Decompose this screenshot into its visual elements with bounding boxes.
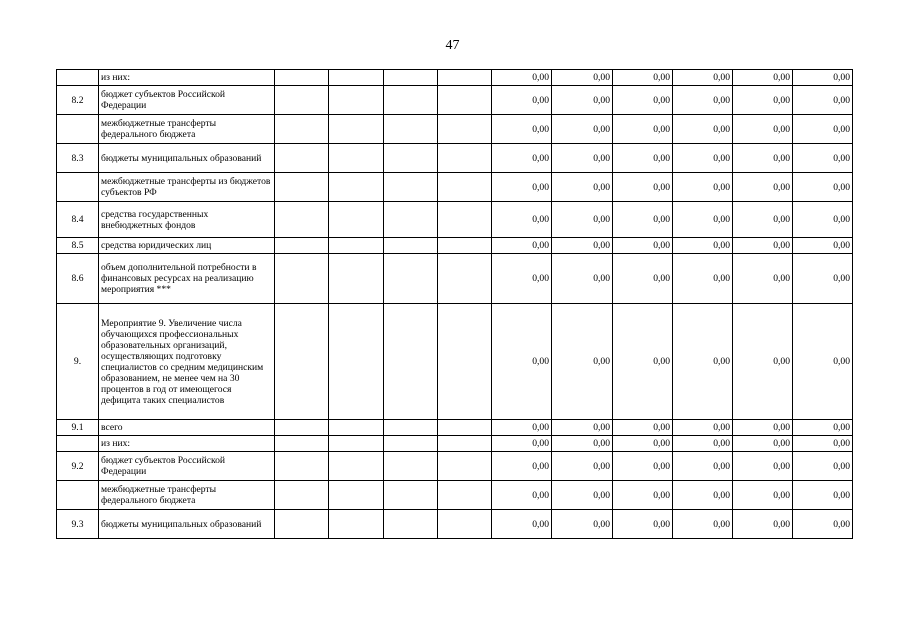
empty-cell xyxy=(438,202,492,238)
table-row xyxy=(57,173,853,202)
table-row xyxy=(57,202,853,238)
table-row xyxy=(57,238,853,254)
value-cell: 0,00 xyxy=(552,481,613,510)
row-description: бюджеты муниципальных образований xyxy=(99,144,275,173)
value-cell: 0,00 xyxy=(552,420,613,436)
value-cell: 0,00 xyxy=(733,452,793,481)
empty-cell xyxy=(438,115,492,144)
empty-cell xyxy=(438,510,492,539)
value-cell: 0,00 xyxy=(793,144,853,173)
value-cell: 0,00 xyxy=(613,202,673,238)
value-cell: 0,00 xyxy=(793,420,853,436)
empty-cell xyxy=(329,144,384,173)
value-cell: 0,00 xyxy=(793,86,853,115)
value-cell: 0,00 xyxy=(492,86,552,115)
value-cell: 0,00 xyxy=(793,510,853,539)
value-cell: 0,00 xyxy=(552,202,613,238)
value-cell: 0,00 xyxy=(673,144,733,173)
value-cell: 0,00 xyxy=(673,86,733,115)
value-cell: 0,00 xyxy=(492,70,552,86)
value-cell: 0,00 xyxy=(613,254,673,304)
row-number: 8.2 xyxy=(57,86,99,115)
empty-cell xyxy=(329,70,384,86)
table-row xyxy=(57,452,853,481)
table-row xyxy=(57,115,853,144)
row-number: 9.1 xyxy=(57,420,99,436)
value-cell: 0,00 xyxy=(492,420,552,436)
value-cell: 0,00 xyxy=(492,304,552,420)
empty-cell xyxy=(329,510,384,539)
empty-cell xyxy=(329,452,384,481)
value-cell: 0,00 xyxy=(673,115,733,144)
value-cell: 0,00 xyxy=(613,436,673,452)
value-cell: 0,00 xyxy=(552,115,613,144)
empty-cell xyxy=(275,420,329,436)
row-description: бюджеты муниципальных образований xyxy=(99,510,275,539)
empty-cell xyxy=(438,452,492,481)
row-number xyxy=(57,115,99,144)
row-number: 9.3 xyxy=(57,510,99,539)
empty-cell xyxy=(329,436,384,452)
empty-cell xyxy=(329,481,384,510)
value-cell: 0,00 xyxy=(793,173,853,202)
row-number xyxy=(57,436,99,452)
row-description: средства юридических лиц xyxy=(99,238,275,254)
value-cell: 0,00 xyxy=(733,304,793,420)
value-cell: 0,00 xyxy=(613,173,673,202)
empty-cell xyxy=(384,254,438,304)
row-description: средства государственных внебюджетных фондов xyxy=(99,202,275,238)
empty-cell xyxy=(275,436,329,452)
empty-cell xyxy=(438,173,492,202)
table-row xyxy=(57,436,853,452)
value-cell: 0,00 xyxy=(673,254,733,304)
table-row xyxy=(57,304,853,420)
row-description: межбюджетные трансферты федерального бюджета xyxy=(99,481,275,510)
empty-cell xyxy=(329,254,384,304)
value-cell: 0,00 xyxy=(673,173,733,202)
empty-cell xyxy=(384,173,438,202)
value-cell: 0,00 xyxy=(613,115,673,144)
value-cell: 0,00 xyxy=(793,70,853,86)
value-cell: 0,00 xyxy=(613,510,673,539)
value-cell: 0,00 xyxy=(673,202,733,238)
empty-cell xyxy=(329,173,384,202)
empty-cell xyxy=(438,86,492,115)
empty-cell xyxy=(275,452,329,481)
empty-cell xyxy=(384,436,438,452)
value-cell: 0,00 xyxy=(793,254,853,304)
empty-cell xyxy=(384,86,438,115)
value-cell: 0,00 xyxy=(552,70,613,86)
row-description: межбюджетные трансферты федерального бюджета xyxy=(99,115,275,144)
empty-cell xyxy=(275,173,329,202)
value-cell: 0,00 xyxy=(733,202,793,238)
value-cell: 0,00 xyxy=(552,436,613,452)
value-cell: 0,00 xyxy=(613,481,673,510)
value-cell: 0,00 xyxy=(492,254,552,304)
empty-cell xyxy=(275,202,329,238)
value-cell: 0,00 xyxy=(613,452,673,481)
empty-cell xyxy=(438,70,492,86)
value-cell: 0,00 xyxy=(793,304,853,420)
empty-cell xyxy=(275,481,329,510)
value-cell: 0,00 xyxy=(552,510,613,539)
value-cell: 0,00 xyxy=(733,436,793,452)
empty-cell xyxy=(329,304,384,420)
empty-cell xyxy=(329,115,384,144)
row-description: объем дополнительной потребности в финансовых ресурсах на реализацию мероприятия *** xyxy=(99,254,275,304)
value-cell: 0,00 xyxy=(733,420,793,436)
empty-cell xyxy=(438,238,492,254)
value-cell: 0,00 xyxy=(492,202,552,238)
empty-cell xyxy=(329,238,384,254)
value-cell: 0,00 xyxy=(552,238,613,254)
budget-table xyxy=(56,69,853,539)
row-number xyxy=(57,173,99,202)
value-cell: 0,00 xyxy=(733,86,793,115)
empty-cell xyxy=(384,115,438,144)
empty-cell xyxy=(329,86,384,115)
page-number: 47 xyxy=(445,38,460,53)
empty-cell xyxy=(275,304,329,420)
value-cell: 0,00 xyxy=(613,420,673,436)
value-cell: 0,00 xyxy=(552,173,613,202)
table-row xyxy=(57,254,853,304)
value-cell: 0,00 xyxy=(492,452,552,481)
row-description: бюджет субъектов Российской Федерации xyxy=(99,452,275,481)
empty-cell xyxy=(438,420,492,436)
value-cell: 0,00 xyxy=(673,436,733,452)
value-cell: 0,00 xyxy=(733,70,793,86)
value-cell: 0,00 xyxy=(733,254,793,304)
value-cell: 0,00 xyxy=(613,144,673,173)
empty-cell xyxy=(329,420,384,436)
row-number xyxy=(57,70,99,86)
value-cell: 0,00 xyxy=(492,115,552,144)
empty-cell xyxy=(384,420,438,436)
empty-cell xyxy=(384,70,438,86)
row-number: 8.6 xyxy=(57,254,99,304)
table-row xyxy=(57,70,853,86)
value-cell: 0,00 xyxy=(613,86,673,115)
row-number: 9. xyxy=(57,304,99,420)
value-cell: 0,00 xyxy=(793,452,853,481)
row-description: бюджет субъектов Российской Федерации xyxy=(99,86,275,115)
empty-cell xyxy=(384,452,438,481)
empty-cell xyxy=(384,144,438,173)
value-cell: 0,00 xyxy=(733,173,793,202)
value-cell: 0,00 xyxy=(492,481,552,510)
empty-cell xyxy=(438,144,492,173)
value-cell: 0,00 xyxy=(673,452,733,481)
empty-cell xyxy=(275,115,329,144)
empty-cell xyxy=(275,144,329,173)
value-cell: 0,00 xyxy=(733,144,793,173)
empty-cell xyxy=(384,304,438,420)
empty-cell xyxy=(438,436,492,452)
table-row xyxy=(57,420,853,436)
value-cell: 0,00 xyxy=(492,173,552,202)
empty-cell xyxy=(384,481,438,510)
value-cell: 0,00 xyxy=(733,238,793,254)
value-cell: 0,00 xyxy=(733,510,793,539)
empty-cell xyxy=(275,510,329,539)
empty-cell xyxy=(275,70,329,86)
table-row xyxy=(57,510,853,539)
row-number: 8.5 xyxy=(57,238,99,254)
value-cell: 0,00 xyxy=(733,115,793,144)
value-cell: 0,00 xyxy=(793,238,853,254)
value-cell: 0,00 xyxy=(552,304,613,420)
row-description: Мероприятие 9. Увеличение числа обучающихся профессиональных образовательных организаций, осуществляющих подготовку специалистов со средним медицинским образованием, не менее чем на 30 процентов в год от имеющегося дефицита таких специалистов xyxy=(99,304,275,420)
row-number: 8.3 xyxy=(57,144,99,173)
value-cell: 0,00 xyxy=(793,436,853,452)
row-number: 9.2 xyxy=(57,452,99,481)
value-cell: 0,00 xyxy=(673,481,733,510)
table-body xyxy=(57,70,853,539)
value-cell: 0,00 xyxy=(552,254,613,304)
row-description: из них: xyxy=(99,70,275,86)
value-cell: 0,00 xyxy=(613,70,673,86)
row-description: из них: xyxy=(99,436,275,452)
row-number xyxy=(57,481,99,510)
value-cell: 0,00 xyxy=(673,510,733,539)
value-cell: 0,00 xyxy=(793,115,853,144)
row-description: межбюджетные трансферты из бюджетов субъектов РФ xyxy=(99,173,275,202)
row-description: всего xyxy=(99,420,275,436)
table-row xyxy=(57,86,853,115)
value-cell: 0,00 xyxy=(793,202,853,238)
value-cell: 0,00 xyxy=(492,144,552,173)
empty-cell xyxy=(275,238,329,254)
empty-cell xyxy=(329,202,384,238)
empty-cell xyxy=(438,304,492,420)
table-row xyxy=(57,144,853,173)
value-cell: 0,00 xyxy=(673,420,733,436)
empty-cell xyxy=(275,254,329,304)
empty-cell xyxy=(275,86,329,115)
value-cell: 0,00 xyxy=(793,481,853,510)
value-cell: 0,00 xyxy=(552,86,613,115)
empty-cell xyxy=(384,202,438,238)
value-cell: 0,00 xyxy=(492,238,552,254)
empty-cell xyxy=(384,238,438,254)
value-cell: 0,00 xyxy=(552,452,613,481)
table-row xyxy=(57,481,853,510)
value-cell: 0,00 xyxy=(552,144,613,173)
empty-cell xyxy=(384,510,438,539)
value-cell: 0,00 xyxy=(492,436,552,452)
value-cell: 0,00 xyxy=(673,238,733,254)
value-cell: 0,00 xyxy=(673,70,733,86)
value-cell: 0,00 xyxy=(613,304,673,420)
empty-cell xyxy=(438,254,492,304)
empty-cell xyxy=(438,481,492,510)
value-cell: 0,00 xyxy=(733,481,793,510)
value-cell: 0,00 xyxy=(673,304,733,420)
value-cell: 0,00 xyxy=(613,238,673,254)
value-cell: 0,00 xyxy=(492,510,552,539)
row-number: 8.4 xyxy=(57,202,99,238)
